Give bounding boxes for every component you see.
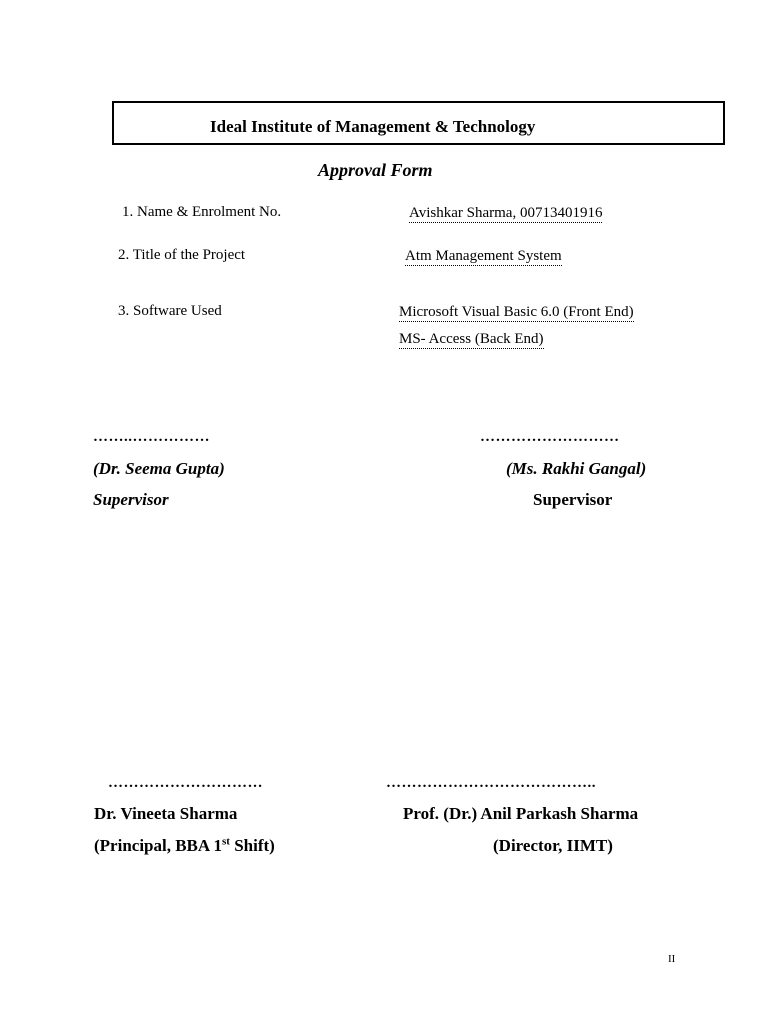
- signature-line-right: ………………………: [480, 429, 620, 445]
- form-title: Approval Form: [318, 160, 433, 180]
- item-value-software-front: Microsoft Visual Basic 6.0 (Front End): [399, 304, 634, 320]
- principal-name: Dr. Vineeta Sharma: [94, 804, 238, 823]
- supervisor-left-role: Supervisor: [93, 490, 169, 509]
- signature-line-director: …………………………………..: [386, 775, 596, 791]
- supervisor-right-role: Supervisor: [533, 490, 613, 509]
- item-label-name: 1. Name & Enrolment No.: [122, 204, 282, 220]
- institute-name: Ideal Institute of Management & Technology: [210, 117, 536, 136]
- director-name: Prof. (Dr.) Anil Parkash Sharma: [403, 804, 639, 823]
- item-label-title: 2. Title of the Project: [118, 247, 246, 263]
- supervisor-left-name: (Dr. Seema Gupta): [93, 459, 225, 478]
- item-value-name: Avishkar Sharma, 00713401916: [409, 205, 603, 221]
- item-value-software-back: MS- Access (Back End): [399, 331, 544, 347]
- signature-line-principal: …………………………: [108, 775, 263, 791]
- principal-role: (Principal, BBA 1st Shift): [94, 835, 275, 855]
- signature-line-left: ……..……………: [93, 429, 210, 445]
- supervisor-right-name: (Ms. Rakhi Gangal): [506, 459, 647, 478]
- director-role: (Director, IIMT): [493, 836, 613, 855]
- page-number: II: [668, 953, 676, 965]
- item-value-title: Atm Management System: [405, 248, 562, 264]
- item-label-software: 3. Software Used: [118, 303, 222, 319]
